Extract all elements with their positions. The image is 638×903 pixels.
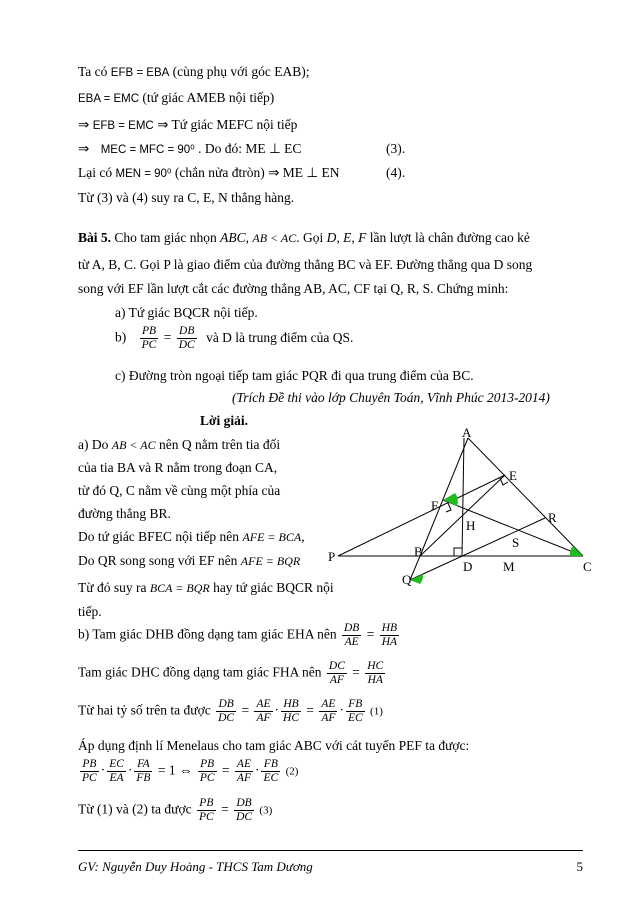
label-p: P [328,549,336,564]
solution-line-5: Do tứ giác BFEC nội tiếp nên AFE = BCA, [78,529,305,544]
label-c: C [583,559,592,574]
label-q: Q [402,572,412,587]
label-r: R [548,510,557,525]
problem-line-2: từ A, B, C. Gọi P là giao điểm của đường thẳng BC và EF. Đường thẳng qua D song [78,257,533,272]
solution-line-10: Tam giác DHC đồng dạng tam giác FHA nên $\frac{DC}{AF}$ = $\frac{HC}{HA}$ [78,660,384,686]
geometry-figure [320,420,600,595]
label-b: B [414,544,423,559]
solution-heading: Lời giải. [200,413,248,428]
solution-line-7: Từ đó suy ra BCA = BQR hay tứ giác BQCR nội [78,580,334,595]
text: (cùng phụ với góc EAB); [172,64,310,79]
page-number: 5 [576,859,583,874]
text: Cho tam giác nhọn [114,230,217,245]
fraction: $\frac{FA}{FB}$ [136,758,151,784]
fraction: $\frac{PB}{PC}$ [199,758,215,784]
fraction: $\frac{DC}{AF}$ [328,660,345,686]
figure-lines [338,438,583,580]
fraction: $\frac{PB}{PC}$ [198,797,214,823]
line-6: Từ (3) và (4) suy ra C, E, N thẳng hàng. [78,190,295,205]
text: (chắn nửa đtròn) ⇒ ME ⊥ EN [174,165,340,180]
problem-line-1 [78,230,530,246]
source-note: (Trích Đề thi vào lớp Chuyên Toán, Vĩnh Phúc 2013-2014) [232,390,550,405]
problem-title: Bài 5. [78,230,112,245]
angle-bca [570,546,583,556]
solution-line-2: của tia BA và R nằm trong đoạn CA, [78,460,278,475]
page-footer [78,850,583,874]
angle-equation: EBA = EMC [78,93,140,105]
label-d: D [463,559,473,574]
fraction: $\frac{AE}{AF}$ [236,758,251,784]
label-m: M [503,559,515,574]
solution-line-9: b) Tam giác DHB đồng dạng tam giác EHA nên $\frac{DB}{AE}$ = $\frac{HB}{HA}$ [78,622,398,648]
line-2 [78,90,274,107]
text: Ta có [78,64,108,79]
solution-line-14: Từ (1) và (2) ta được $\frac{PB}{PC}$ = $\frac{DB}{DC}$ (3) [78,797,273,823]
implies-symbol: ⇒ [78,141,90,156]
label-s: S [512,535,520,550]
angle-equation: MEC = MFC = 90⁰ [100,144,195,156]
question-a: a) Tứ giác BQCR nội tiếp. [115,305,258,320]
angle-equation: MEN = 90⁰ [115,168,172,180]
equals: = [163,329,172,345]
fraction: $\frac{DB}{DC}$ [218,698,235,724]
text: ⇒ Tứ giác MEFC nội tiếp [157,117,298,132]
text: . Do đó: ME ⊥ EC [198,141,302,156]
text: (tứ giác AMEB nội tiếp) [142,90,275,105]
side-ab [420,438,468,556]
line-qr [410,518,545,580]
question-b [115,325,353,352]
fraction: $\frac{AE}{AF}$ [256,698,271,724]
label-f: F [431,498,439,513]
solution-line-6: Do QR song song với EF nên AFE = BQR [78,553,301,568]
fraction: $\frac{PB}{PC}$ [82,758,97,784]
solution-line-12: Áp dụng định lí Menelaus cho tam giác ABC với cát tuyến PEF ta được: [78,738,470,753]
altitude-ad [462,438,464,556]
condition: AB < AC [252,231,297,245]
line-3 [78,117,297,134]
solution-line-4: đường thẳng BR. [78,506,171,521]
text: lần lượt là chân đường cao kẻ [369,230,530,245]
fraction: $\frac{FB}{EC}$ [263,758,279,784]
text: Lại có [78,165,113,180]
solution-line-3: từ đó Q, C nằm về cùng một phía của [78,483,281,498]
right-angle-d [454,548,462,556]
problem-line-3: song với EF lần lượt cắt các đường thẳng AB, AC, CF tại Q, R, S. Chứng minh: [78,281,509,296]
text: ABC, [220,230,249,245]
fraction: $\frac{EC}{EA}$ [109,758,124,784]
fraction: $\frac{PB}{PC}$ [141,325,157,351]
side-ac [468,438,583,556]
label-a: A [462,425,472,440]
angle-equation: EFB = EBA [110,67,170,79]
line-5 [78,165,340,182]
text: . Gọi [296,230,324,245]
label-h: H [466,518,476,533]
solution-line-8: tiếp. [78,604,102,619]
solution-line-11: Từ hai tỷ số trên ta được $\frac{DB}{DC}$ = $\frac{AE}{AF}$ · $\frac{HB}{HC}$ = $\frac{AE}{AF}$ · $\frac{FB}{EC}$ (1) [78,698,383,724]
fraction: $\frac{DB}{AE}$ [344,622,360,648]
fraction: $\frac{AE}{AF}$ [321,698,336,724]
text: b) [115,329,127,345]
line-4 [78,141,301,158]
text: và D là trung điểm của QS. [206,329,354,345]
eq-tag-4: (4). [386,165,406,180]
line-1 [78,64,310,81]
fraction: $\frac{HB}{HC}$ [283,698,300,724]
right-angle-f [446,503,451,512]
question-c: c) Đường tròn ngoại tiếp tam giác PQR đi qua trung điểm của BC. [115,368,474,383]
fraction: $\frac{DB}{DC}$ [178,325,195,351]
solution-line-13: $\frac{PB}{PC}$ · $\frac{EC}{EA}$ · $\frac{FA}{FB}$ = 1 ⇔ $\frac{PB}{PC}$ = $\frac{AE}{AF}$ · $\frac{FB}{EC}$ (2) [82,758,299,784]
fraction: $\frac{FB}{EC}$ [347,698,363,724]
angle-equation: EFB = EMC [92,120,154,132]
implies-symbol: ⇒ [78,117,90,132]
fraction: $\frac{HB}{HA}$ [381,622,398,648]
eq-tag-3: (3). [386,141,406,156]
text: D, E, F [326,230,367,245]
fraction: $\frac{HC}{HA}$ [367,660,384,686]
label-e: E [509,468,517,483]
fraction: $\frac{DB}{DC}$ [236,797,253,823]
footer-author: GV: Nguyễn Duy Hoàng - THCS Tam Dương [78,859,313,874]
solution-line-1: a) Do AB < AC nên Q nằm trên tia đối [78,437,281,452]
